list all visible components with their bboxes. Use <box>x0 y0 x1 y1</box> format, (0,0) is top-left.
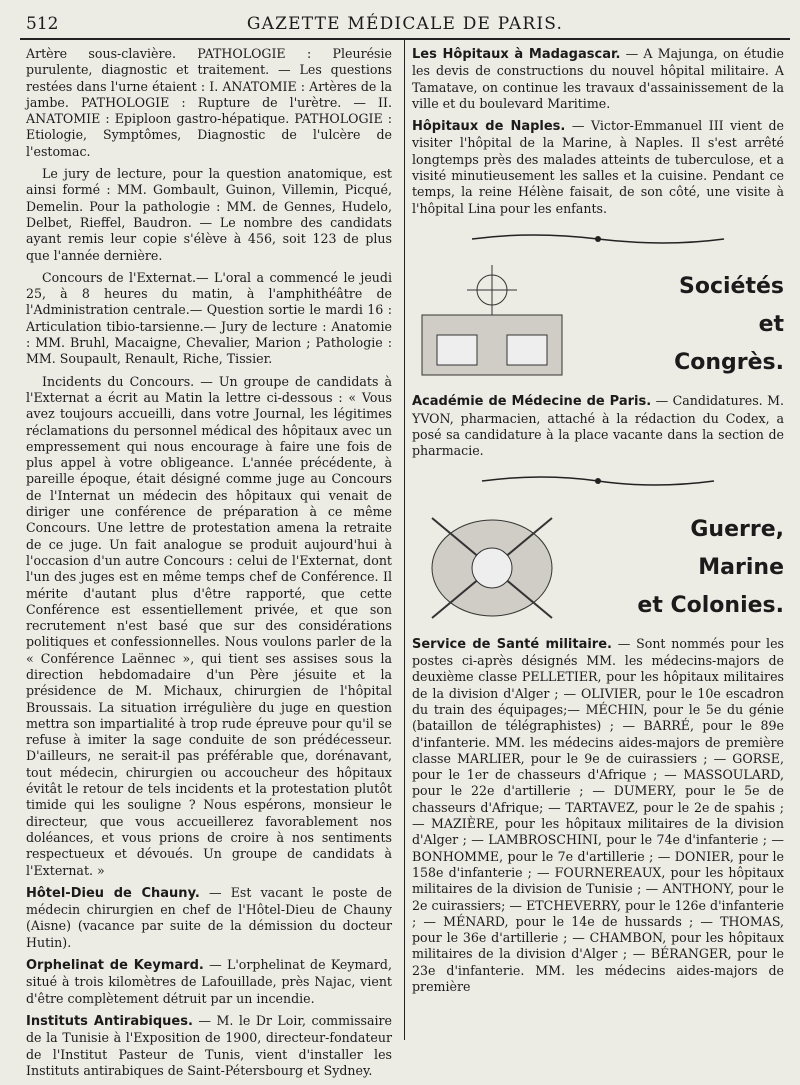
article-body: — Candidatures. M. YVON, pharmacien, attaché à la rédaction du Codex, a posé sa candidature à la place vacante dans la section de pharmacie. <box>412 393 784 459</box>
article-paragraph: Artère sous-clavière. PATHOLOGIE : Pleurésie purulente, diagnostic et traitement. — Les questions restées dans l'urne étaient : I. ANATOMIE : Artères de la jambe. PATHOLOGIE : Rupture de l'urètre. — II. ANATOMIE : Epiploon gastro-hépatique. PATHOLOGIE : Etiologie, Symptômes, Diagnostic de l'ulcère de l'estomac. <box>26 46 392 159</box>
section-title-line: Congrès. <box>674 350 784 376</box>
article-naples <box>412 118 784 217</box>
gazette-title: GAZETTE MÉDICALE DE PARIS. <box>246 14 564 34</box>
article-title: Académie de Médecine de Paris. <box>412 394 652 410</box>
article-academie <box>412 393 784 459</box>
engraving-illustration-icon <box>412 265 572 385</box>
section-title-line: et <box>758 312 784 338</box>
article-body: — A Majunga, on étudie les devis de constructions du nouvel hôpital militaire. A Tamatave, on continue les travaux d'assainissement de la ville et du boulevard Maritime. <box>412 46 785 111</box>
article-title: Hôtel-Dieu de Chauny. <box>26 885 200 901</box>
section-title-line: Sociétés <box>679 274 784 300</box>
article-title: Instituts Antirabiques. <box>26 1013 193 1029</box>
ornamental-divider <box>412 471 784 491</box>
article-title: Orphelinat de Keymard. <box>26 958 204 974</box>
article-service-sante <box>412 636 784 996</box>
left-column <box>26 46 392 1085</box>
article-title: Les Hôpitaux à Madagascar. <box>412 47 621 62</box>
article-body: — Est vacant le poste de médecin chirurgien en chef de l'Hôtel-Dieu de Chauny (Aisne) (vacance par suite de la démission du docteur Hutin). <box>26 884 393 950</box>
article-chauny <box>26 885 392 951</box>
section-title-line: Guerre, <box>690 516 784 542</box>
article-title: Service de Santé militaire. <box>412 636 612 652</box>
column-divider <box>404 40 405 1040</box>
section-header-societes <box>412 265 784 385</box>
page-number: 512 <box>26 14 59 34</box>
military-trophy-illustration-icon <box>412 508 572 628</box>
section-header-guerre <box>412 508 784 628</box>
ornamental-divider <box>412 229 784 249</box>
right-column <box>412 46 784 1001</box>
article-body: — Victor-Emmanuel III vient de visiter l'hôpital de la Marine, à Naples. Il s'est arrêté longtemps près des malades atteints de tuberculose, et a visité minutieusement les salles et la cuisine. Pendant ce temps, la reine Hélène faisait, de son côté, une visite à l'hôpital Lina pour les enfants. <box>412 118 785 216</box>
article-paragraph: Concours de l'Externat.— L'oral a commencé le jeudi 25, à 8 heures du matin, à l'amphithéâtre de l'Administration centrale.— Question sortie le mardi 16 : Articulation tibio-tarsienne.— Jury de lecture : Anatomie : MM. Bruhl, Macaigne, Chevalier, Marion ; Pathologie : MM. Soupault, Renault, Riche, Tissier. <box>26 269 392 367</box>
article-body: — M. le Dr Loir, commissaire de la Tunisie à l'Exposition de 1900, directeur-fondateur de l'Institut Pasteur de Tunis, vient d'installer les Instituts antirabiques de Saint-Pétersbourg et Sydney. <box>26 1012 393 1078</box>
article-paragraph: Le jury de lecture, pour la question anatomique, est ainsi formé : MM. Gombault, Guinon, Villemin, Picqué, Demelin. Pour la pathologie : MM. de Gennes, Hudelo, Delbet, Rieffel, Baudron. — Le nombre des candidats ayant remis leur copie s'élève à 456, soit 123 de plus que l'année dernière. <box>26 166 392 263</box>
article-body: — Sont nommés pour les postes ci-après désignés MM. les médecins-majors de deuxième classe PELLETIER, pour les hôpitaux militaires de la division d'Alger ; — OLIVIER, pour le 10e escadron du train des équipages;— MÉCHIN, pour le 5e du génie (bataillon de télégraphistes) ; — BARRÉ, pour le 89e d'infanterie. MM. les médecins aides-majors de première classe MARLIER, pour le 9e de cuirassiers ; — GORSE, pour le 1er de chasseurs d'Afrique ; — MASSOULARD, pour le 22e d'artillerie ; — DUMERY, pour le 5e de chasseurs d'Afrique; — TARTAVEZ, pour le 2e de spahis ; — MAZIÈRE, pour les hôpitaux militaires de la division d'Alger ; — LAMBROSCHINI, pour le 74e d'infanterie ; — BONHOMME, pour le 7e d'artillerie ; — DONIER, pour le 158e d'infanterie ; — FOURNEREAUX, pour les hôpitaux militaires de la division de Tunisie ; — ANTHONY, pour le 2e cuirassiers; — ETCHEVERRY, pour le 126e d'infanterie ; — MÉNARD, pour le 14e de hussards ; — THOMAS, pour le 36e d'artillerie ; — CHAMBON, pour les hôpitaux militaires de la division d'Alger ; — BÉRANGER, pour le 23e d'infanterie. MM. les médecins aides-majors de première <box>412 635 784 994</box>
article-keymard <box>26 957 392 1007</box>
article-paragraph: Incidents du Concours. — Un groupe de candidats à l'Externat a écrit au Matin la lettre ci-dessous : « Vous avez toujours accueilli, dans votre Journal, les légitimes réclamations du personnel médical des hôpitaux avec un empressement qui nous encourage à faire une fois de plus appel à votre obligeance. L'année précédente, à pareille époque, était désigné comme juge au Concours de l'Internat un médecin des hôpitaux qui venait de diriger une conférence de préparation à ce même Concours. Une lettre de protestation amena la retraite de ce juge. Un fait analogue se produit aujourd'hui à l'occasion d'un autre Concours : celui de l'Externat, dont l'un des juges est en même temps chef de Conférence. Il mérite d'autant plus d'être rapporté, que cette Conférence est essentiellement privée, et que son recrutement n'est basé que sur des considérations politiques et confessionnelles. Nous voulons parler de la « Conférence Laënnec », qui tient ses assises sous la direction hebdomadaire d'un Père jésuite et la présidence de M. Michaux, chirurgien de l'hôpital Broussais. La situation irrégulière du juge en question mettra son impartialité à trop rude épreuve pour qu'il se refuse à imiter la sage conduite de son prédécesseur. D'ailleurs, ne serait-il pas préférable que, dorénavant, tout médecin, chirurgien ou accoucheur des hôpitaux évitât le retour de tels incidents et la protestation plutôt timide qui les souligne ? Nous espérons, monsieur le directeur, que vous accueillerez favorablement nos doléances, et vous prions de croire à nos sentiments respectueux et dévoués. Un groupe de candidats à l'Externat. » <box>26 373 392 878</box>
section-title-line: Marine <box>698 554 784 580</box>
article-body: — L'orphelinat de Keymard, situé à trois kilomètres de Lafouillade, près Najac, vient d'être complètement détruit par un incendie. <box>26 957 392 1006</box>
section-title-line: et Colonies. <box>637 592 784 618</box>
page-header <box>20 14 790 40</box>
article-madagascar <box>412 46 784 112</box>
article-antirabiques <box>26 1013 392 1079</box>
article-title: Hôpitaux de Naples. <box>412 119 566 135</box>
